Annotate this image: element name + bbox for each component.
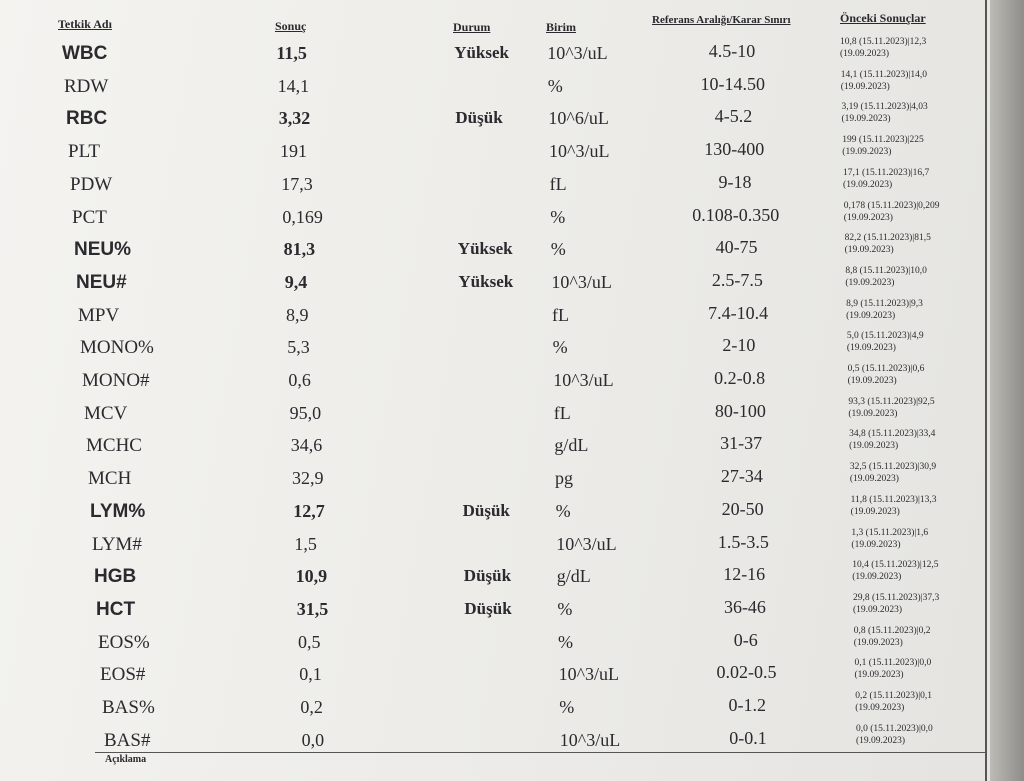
unit: 10^3/uL bbox=[558, 664, 620, 685]
result-value: 81,3 bbox=[283, 239, 316, 260]
previous-results: 93,3 (15.11.2023)|92,5 (19.09.2023) bbox=[848, 396, 935, 419]
status-flag: Düşük bbox=[463, 566, 512, 586]
reference-range: 0.108-0.350 bbox=[692, 204, 780, 225]
test-name: MCHC bbox=[86, 435, 142, 457]
previous-results: 17,1 (15.11.2023)|16,7 (19.09.2023) bbox=[843, 167, 930, 190]
result-value: 5,3 bbox=[287, 337, 310, 358]
test-name: MONO% bbox=[80, 337, 154, 359]
unit: g/dL bbox=[556, 566, 591, 587]
previous-results: 11,8 (15.11.2023)|13,3 (19.09.2023) bbox=[850, 494, 937, 517]
reference-range: 12-16 bbox=[723, 564, 766, 585]
reference-range: 31-37 bbox=[720, 433, 763, 454]
test-name: PCT bbox=[72, 206, 107, 228]
result-value: 10,9 bbox=[295, 566, 328, 587]
previous-results: 0,178 (15.11.2023)|0,209 (19.09.2023) bbox=[843, 200, 940, 223]
header-previous: Önceki Sonuçlar bbox=[840, 11, 926, 25]
header-unit: Birim bbox=[546, 20, 576, 34]
unit: % bbox=[555, 500, 571, 521]
result-value: 14,1 bbox=[277, 75, 310, 96]
header-status: Durum bbox=[453, 20, 491, 34]
unit: % bbox=[559, 697, 575, 717]
previous-results: 0,0 (15.11.2023)|0,0 (19.09.2023) bbox=[856, 723, 933, 746]
previous-results: 34,8 (15.11.2023)|33,4 (19.09.2023) bbox=[849, 429, 936, 452]
test-name: EOS# bbox=[100, 664, 146, 686]
unit: 10^3/uL bbox=[556, 533, 617, 554]
reference-range: 27-34 bbox=[720, 466, 763, 487]
previous-results: 10,4 (15.11.2023)|12,5 (19.09.2023) bbox=[852, 560, 939, 583]
result-value: 11,5 bbox=[276, 43, 307, 63]
test-name: PLT bbox=[68, 141, 101, 163]
unit: fL bbox=[553, 402, 571, 423]
header-result: Sonuç bbox=[275, 19, 307, 33]
unit: 10^6/uL bbox=[548, 108, 609, 129]
previous-results: 199 (15.11.2023)|225 (19.09.2023) bbox=[842, 135, 924, 158]
result-value: 8,9 bbox=[286, 304, 309, 325]
previous-results: 1,3 (15.11.2023)|1,6 (19.09.2023) bbox=[851, 527, 929, 550]
unit: 10^3/uL bbox=[551, 271, 612, 292]
reference-range: 80-100 bbox=[714, 400, 766, 421]
unit: fL bbox=[552, 304, 569, 325]
unit: % bbox=[558, 631, 573, 652]
unit: pg bbox=[555, 468, 573, 489]
unit: fL bbox=[549, 173, 567, 194]
result-value: 191 bbox=[280, 141, 307, 162]
result-value: 0,6 bbox=[288, 370, 311, 390]
result-value: 34,6 bbox=[290, 435, 323, 456]
test-name: HCT bbox=[96, 598, 136, 620]
reference-range: 7.4-10.4 bbox=[708, 302, 769, 323]
unit: 10^3/uL bbox=[547, 43, 608, 63]
unit: % bbox=[547, 75, 563, 96]
previous-results: 0,8 (15.11.2023)|0,2 (19.09.2023) bbox=[853, 625, 931, 648]
reference-range: 4-5.2 bbox=[714, 106, 753, 127]
previous-results: 3,19 (15.11.2023)|4,03 (19.09.2023) bbox=[841, 102, 928, 125]
test-name: MPV bbox=[78, 304, 120, 326]
unit: g/dL bbox=[554, 435, 589, 456]
reference-range: 9-18 bbox=[718, 171, 752, 192]
test-name: RBC bbox=[66, 108, 108, 130]
test-name: EOS% bbox=[98, 631, 150, 653]
previous-results: 8,9 (15.11.2023)|9,3 (19.09.2023) bbox=[846, 298, 923, 321]
result-value: 17,3 bbox=[281, 173, 313, 194]
table-row bbox=[0, 723, 1024, 763]
unit: % bbox=[550, 206, 566, 227]
result-value: 95,0 bbox=[289, 402, 322, 423]
reference-range: 40-75 bbox=[715, 237, 758, 258]
header-reference: Referans Aralığı/Karar Sınırı bbox=[652, 14, 791, 26]
test-name: MCV bbox=[84, 402, 128, 424]
unit: 10^3/uL bbox=[553, 370, 614, 390]
result-value: 9,4 bbox=[284, 271, 308, 292]
result-value: 0,169 bbox=[282, 206, 323, 227]
unit: 10^3/uL bbox=[559, 729, 621, 750]
result-value: 12,7 bbox=[293, 500, 325, 521]
unit: 10^3/uL bbox=[549, 141, 610, 162]
reference-range: 130-400 bbox=[704, 139, 765, 160]
test-name: BAS# bbox=[104, 729, 151, 751]
test-name: WBC bbox=[62, 43, 108, 64]
previous-results: 0,5 (15.11.2023)|0,6 (19.09.2023) bbox=[847, 364, 925, 386]
result-value: 3,32 bbox=[278, 108, 311, 129]
test-name: LYM% bbox=[90, 500, 146, 522]
status-flag: Yüksek bbox=[454, 43, 509, 62]
result-value: 0,0 bbox=[301, 729, 325, 750]
test-name: HGB bbox=[94, 566, 137, 588]
unit: % bbox=[550, 239, 566, 260]
reference-range: 2.5-7.5 bbox=[711, 269, 763, 290]
previous-results: 10,8 (15.11.2023)|12,3 (19.09.2023) bbox=[840, 37, 927, 59]
previous-results: 32,5 (15.11.2023)|30,9 (19.09.2023) bbox=[849, 462, 937, 485]
reference-range: 20-50 bbox=[721, 498, 764, 519]
unit: % bbox=[552, 337, 568, 358]
reference-range: 0-6 bbox=[733, 629, 758, 650]
result-value: 1,5 bbox=[294, 533, 317, 554]
status-flag: Yüksek bbox=[457, 239, 513, 259]
previous-results: 14,1 (15.11.2023)|14,0 (19.09.2023) bbox=[840, 69, 928, 92]
test-name: MONO# bbox=[82, 370, 150, 391]
result-value: 32,9 bbox=[292, 468, 324, 489]
header-test-name: Tetkik Adı bbox=[58, 17, 112, 31]
reference-range: 0-1.2 bbox=[728, 695, 766, 715]
test-name: MCH bbox=[88, 468, 132, 490]
test-name: NEU# bbox=[76, 271, 127, 293]
reference-range: 0-0.1 bbox=[729, 727, 767, 748]
status-flag: Düşük bbox=[462, 500, 510, 520]
test-name: LYM# bbox=[92, 533, 142, 555]
previous-results: 82,2 (15.11.2023)|81,5 (19.09.2023) bbox=[844, 233, 931, 256]
reference-range: 36-46 bbox=[723, 596, 766, 617]
unit: % bbox=[557, 598, 573, 619]
previous-results: 8,8 (15.11.2023)|10,0 (19.09.2023) bbox=[845, 265, 927, 288]
reference-range: 0.02-0.5 bbox=[716, 662, 777, 683]
test-name: BAS% bbox=[102, 697, 155, 718]
note-label: Açıklama bbox=[105, 754, 147, 765]
test-name: RDW bbox=[64, 75, 109, 97]
result-value: 0,5 bbox=[298, 631, 321, 652]
result-value: 0,2 bbox=[300, 697, 323, 717]
status-flag: Düşük bbox=[464, 598, 512, 618]
status-flag: Düşük bbox=[455, 108, 503, 128]
reference-range: 1.5-3.5 bbox=[717, 531, 769, 552]
previous-results: 0,2 (15.11.2023)|0,1 (19.09.2023) bbox=[855, 691, 932, 713]
test-name: NEU% bbox=[74, 239, 132, 261]
result-value: 31,5 bbox=[296, 598, 329, 619]
reference-range: 10-14.50 bbox=[700, 73, 765, 94]
reference-range: 0.2-0.8 bbox=[714, 368, 766, 388]
test-name: PDW bbox=[70, 173, 113, 195]
reference-range: 2-10 bbox=[722, 335, 756, 356]
status-flag: Yüksek bbox=[458, 271, 514, 291]
previous-results: 29,8 (15.11.2023)|37,3 (19.09.2023) bbox=[852, 592, 940, 615]
reference-range: 4.5-10 bbox=[708, 41, 756, 61]
result-value: 0,1 bbox=[299, 664, 322, 685]
previous-results: 5,0 (15.11.2023)|4,9 (19.09.2023) bbox=[846, 331, 924, 354]
previous-results: 0,1 (15.11.2023)|0,0 (19.09.2023) bbox=[854, 658, 932, 681]
